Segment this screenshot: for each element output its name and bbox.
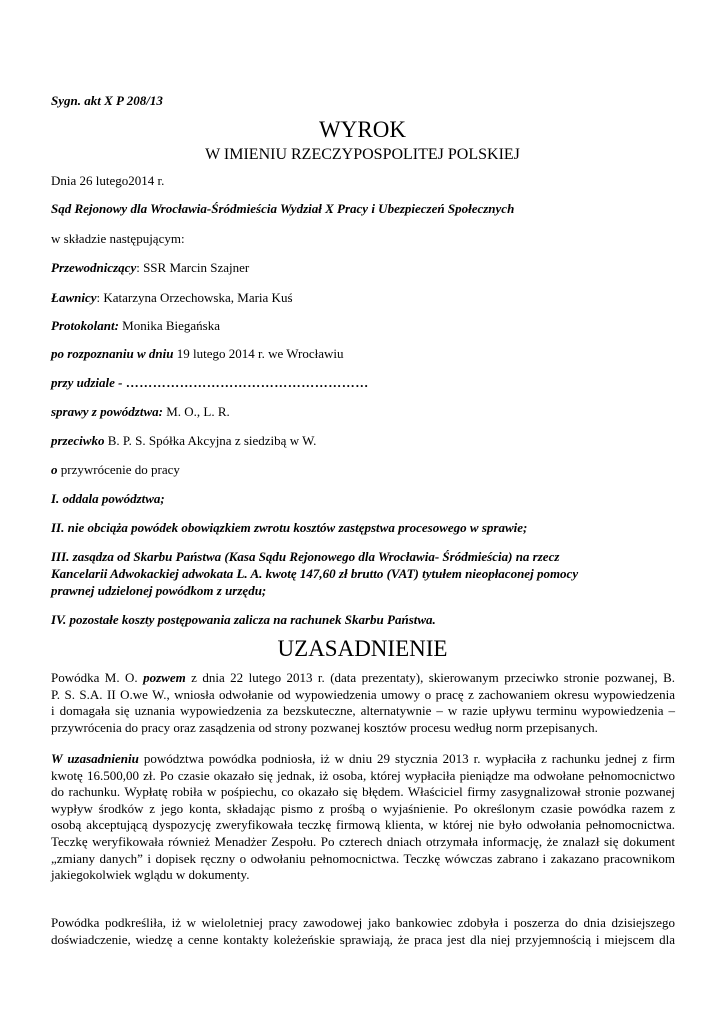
participation-label: przy udziale - [51, 375, 126, 390]
lay-judges-value: : Katarzyna Orzechowska, Maria Kuś [96, 290, 293, 305]
paragraph-1-row: P. S. S.A. II O.we W., wniosła odwołanie od wypowiedzenia umowy o pracę z zachowaniem okresu wypowiedzenia [51, 686, 675, 702]
judgment-subtitle: W IMIENIU RZECZYPOSPOLITEJ POLSKIEJ [205, 146, 520, 163]
chair-line [51, 260, 675, 277]
composition-intro: w składzie następującym: [51, 231, 185, 246]
paragraph-2-row: jakiegokolwiek wglądu w dokumenty. [51, 867, 250, 883]
paragraph-2-row: kwotę 16.500,00 zł. Po czasie okazało się jednak, iż osoba, której wypłaciła pieniądze ma odwołane pełnomocnictwo [51, 767, 675, 783]
chair-value: : SSR Marcin Szajner [136, 260, 250, 275]
paragraph-3-row: Powódka podkreśliła, iż w wieloletniej pracy zawodowej jako bankowiec zdobyła i poszerza do dnia dzisiejszego [51, 915, 675, 930]
plaintiffs-line [51, 404, 675, 421]
justification-paragraph-1 [51, 670, 675, 736]
justification-paragraph-2 [51, 751, 675, 884]
subject-label: o [51, 462, 58, 477]
ruling-3-line-2: Kancelarii Adwokackiej adwokata L. A. kwotę 147,60 zł brutto (VAT) tytułem nieopłaconej pomocy [51, 566, 579, 581]
paragraph-2-row [51, 751, 675, 768]
court-name: Sąd Rejonowy dla Wrocławia-Śródmieścia Wydział X Pracy i Ubezpieczeń Społecznych [51, 201, 515, 216]
paragraph-2-rest: powództwa powódka podniosła, iż w dniu 29 stycznia 2013 r. wypłaciła z rachunku jednej z firm [138, 751, 675, 766]
subject-value: przywrócenie do pracy [57, 462, 180, 477]
paragraph-2-row: Teczkę weryfikowała również Menadżer Zespołu. Po czterech dniach otrzymała informację, że znalazł się dokument [51, 833, 675, 849]
date-line: Dnia 26 lutego2014 r. [51, 173, 165, 188]
lay-judges-line [51, 290, 675, 307]
hearing-value: 19 lutego 2014 r. we Wrocławiu [173, 346, 344, 361]
judgment-title: WYROK [319, 117, 406, 142]
justification-title: UZASADNIENIE [277, 636, 448, 661]
paragraph-2-row: wypływ środków z jego konta, składając pismo z prośbą o wyjaśnienie. Po określonym czasie powódka razem z [51, 800, 675, 816]
ruling-3-line-3: prawnej udzielonej powódkom z urzędu; [51, 583, 267, 598]
ruling-3-line-1: III. zasądza od Skarbu Państwa (Kasa Sądu Rejonowego dla Wrocławia- Śródmieścia) na rzecz [51, 549, 560, 564]
hearing-label: po rozpoznaniu w dniu [51, 346, 174, 361]
paragraph-1-emphasis: pozwem [143, 670, 186, 685]
paragraph-2-emphasis: W uzasadnieniu [51, 751, 139, 766]
paragraph-2-row: „zmiany danych” i dopisek ręczny o odwołaniu pełnomocnictwa. Teczkę wówczas zabrano i zakazano pracownikom [51, 850, 675, 866]
hearing-line [51, 346, 675, 363]
justification-paragraph-3 [51, 915, 675, 948]
paragraph-2-row: osobą akceptującą dyspozycję zweryfikowała teczkę firmową klienta, w której nie było odwołania pełnomocnictwa. [51, 817, 675, 833]
lay-judges-label: Ławnicy [51, 290, 97, 305]
clerk-label: Protokolant: [51, 318, 119, 333]
defendant-label: przeciwko [51, 433, 105, 448]
case-signature: Sygn. akt X P 208/13 [51, 93, 163, 108]
paragraph-1-row: i domagała się uznania wypowiedzenia za bezskuteczne, alternatywnie – w razie upływu terminu wypowiedzenia – [51, 703, 675, 719]
paragraph-1-row [51, 670, 675, 687]
defendant-value: B. P. S. Spółka Akcyjna z siedzibą w W. [104, 433, 317, 448]
paragraph-1-lead: Powódka M. O. [51, 670, 144, 685]
plaintiffs-label: sprawy z powództwa: [51, 404, 163, 419]
paragraph-1-row: przywrócenia do pracy oraz zasądzenia od strony pozwanej kosztów procesu według norm przepisanych. [51, 719, 598, 735]
paragraph-2-row: do rachunku. Wypłatę robiła w pośpiechu, co okazało się błędem. Właściciel firmy zasygnalizował stronie pozwanej [51, 784, 675, 800]
clerk-value: Monika Biegańska [118, 318, 220, 333]
chair-label: Przewodniczący [51, 260, 137, 275]
subject-line [51, 462, 675, 479]
ruling-2: II. nie obciąża powódek obowiązkiem zwrotu kosztów zastępstwa procesowego w sprawie; [51, 520, 528, 535]
ruling-4: IV. pozostałe koszty postępowania zalicza na rachunek Skarbu Państwa. [51, 612, 436, 627]
participation-line [51, 375, 675, 392]
participation-value: ……………………………………………… [125, 375, 369, 390]
paragraph-3-row: doświadczenie, wiedzę a cenne kontakty koleżeńskie sprawiają, że praca jest dla niej przyjemnością i miejscem dla [51, 931, 675, 947]
plaintiffs-value: M. O., L. R. [162, 404, 230, 419]
defendant-line [51, 433, 675, 450]
paragraph-1-rest: z dnia 22 lutego 2013 r. (data prezentaty), skierowanym przeciwko stronie pozwanej, B. [185, 670, 675, 685]
clerk-line [51, 318, 675, 335]
ruling-1: I. oddala powództwa; [51, 491, 165, 506]
